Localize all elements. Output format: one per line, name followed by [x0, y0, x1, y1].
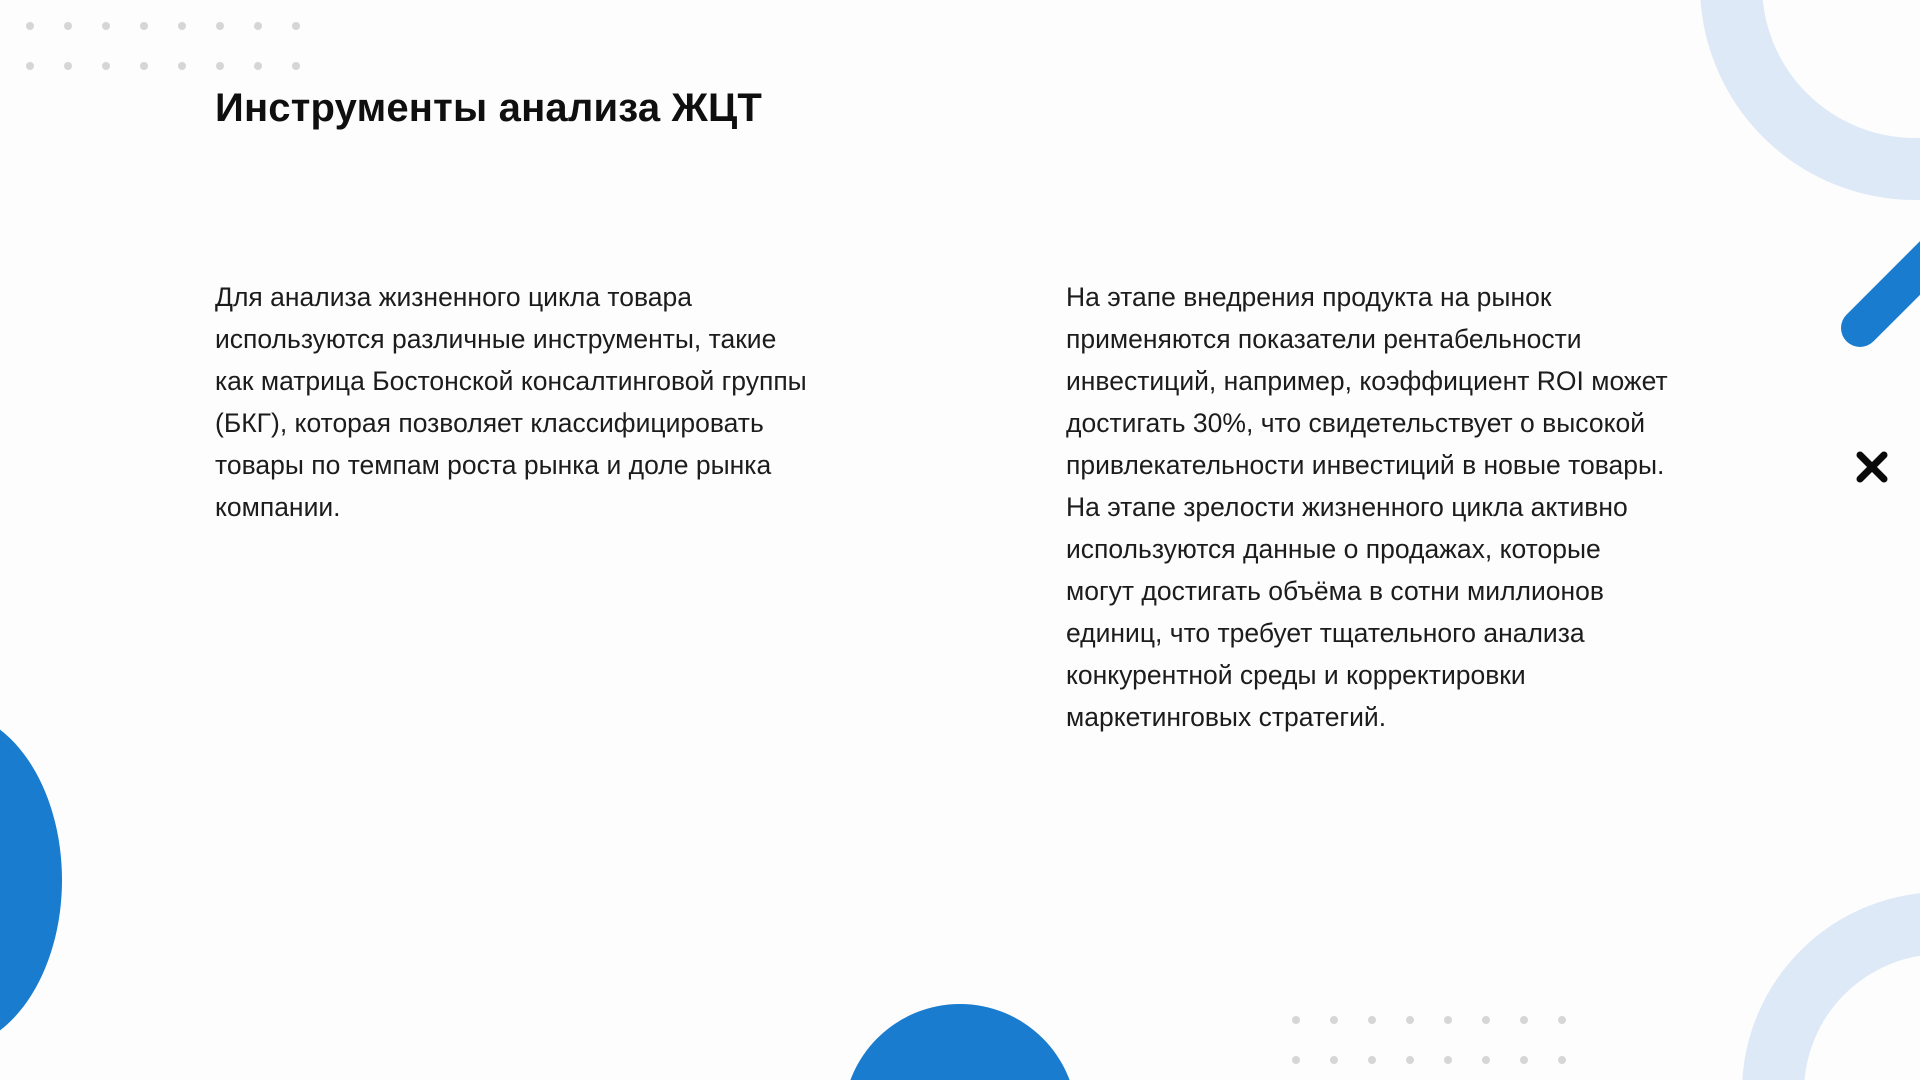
- text-line: На этапе зрелости жизненного цикла активно: [1066, 492, 1628, 522]
- text-line: инвестиций, например, коэффициент ROI может: [1066, 366, 1668, 396]
- text-line: могут достигать объёма в сотни миллионов: [1066, 576, 1604, 606]
- close-icon: [1855, 450, 1889, 484]
- ring-decoration-bottom: [1742, 892, 1920, 1080]
- text-line: Для анализа жизненного цикла товара: [215, 282, 692, 312]
- text-line: как матрица Бостонской консалтинговой группы: [215, 366, 807, 396]
- text-line: достигать 30%, что свидетельствует о высокой: [1066, 408, 1646, 438]
- text-line: На этапе внедрения продукта на рынок: [1066, 282, 1552, 312]
- text-line: компании.: [215, 492, 341, 522]
- dot-grid-bottom: [1284, 1010, 1574, 1070]
- dot-grid-top: [18, 14, 308, 74]
- slide-title: Инструменты анализа ЖЦТ: [215, 86, 763, 130]
- text-line: применяются показатели рентабельности: [1066, 324, 1582, 354]
- diagonal-stroke-decoration: [1840, 238, 1920, 358]
- text-line: единиц, что требует тщательного анализа: [1066, 618, 1585, 648]
- text-line: используются различные инструменты, такие: [215, 324, 777, 354]
- text-column-right: [1066, 276, 1706, 738]
- text-line: товары по темпам роста рынка и доле рынка: [215, 450, 772, 480]
- text-line: конкурентной среды и корректировки: [1066, 660, 1526, 690]
- circle-decoration-bottom: [843, 1004, 1077, 1080]
- text-line: привлекательности инвестиций в новые товары.: [1066, 450, 1665, 480]
- text-line: маркетинговых стратегий.: [1066, 702, 1387, 732]
- text-line: (БКГ), которая позволяет классифицировать: [215, 408, 764, 438]
- ring-decoration-top: [1700, 0, 1920, 200]
- circle-decoration-left: [0, 710, 62, 1050]
- text-column-left: [215, 276, 855, 528]
- text-line: используются данные о продажах, которые: [1066, 534, 1601, 564]
